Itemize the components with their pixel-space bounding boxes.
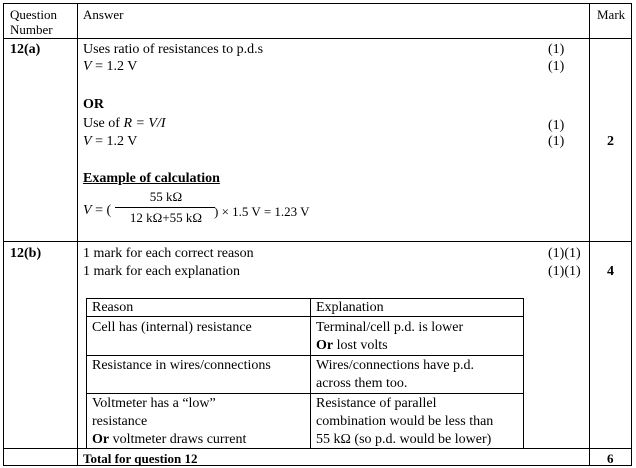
row3-explanation-line1: Resistance of parallel <box>316 396 437 411</box>
row3-reason-line3 <box>92 432 246 448</box>
mark-12a-line1: (1) <box>548 42 565 57</box>
calc-variable-v: V <box>83 203 92 218</box>
row-divider-header <box>3 38 632 39</box>
row2-reason: Resistance in wires/connections <box>92 358 271 373</box>
or-keyword: Or <box>316 338 334 353</box>
answer-12a-line1: Uses ratio of resistances to p.d.s <box>83 42 264 57</box>
answer-12b-line2: 1 mark for each explanation <box>83 264 241 279</box>
question-number-12b: 12(b) <box>10 246 42 261</box>
inner-table-row2-line <box>86 355 524 356</box>
header-question-number-line2: Number <box>10 22 53 37</box>
column-divider-1 <box>77 3 78 466</box>
calc-numerator: 55 kΩ <box>149 189 183 204</box>
question-number-12a: 12(a) <box>10 42 41 57</box>
inner-table-left <box>86 298 87 449</box>
answer-12a-line4 <box>83 134 137 150</box>
inner-table-right <box>523 298 524 449</box>
calc-equals-paren: = ( <box>91 203 112 218</box>
answer-12a-line2 <box>83 59 137 75</box>
total-label: Total for question 12 <box>83 451 198 466</box>
inner-table-middle <box>310 298 311 449</box>
row1-reason: Cell has (internal) resistance <box>92 320 252 335</box>
row2-explanation-line2: across them too. <box>316 376 408 391</box>
or-keyword: Or <box>92 432 110 447</box>
header-question-number-line1: Question <box>10 7 57 22</box>
answer-12b-line1: 1 mark for each correct reason <box>83 246 254 261</box>
mark-12a-line3: (1) <box>548 118 565 133</box>
calc-left <box>83 203 111 219</box>
calc-tail: ) × 1.5 V = 1.23 V <box>214 204 310 219</box>
total-mark-12a: 2 <box>607 134 614 149</box>
column-divider-2 <box>589 3 590 466</box>
row3-explanation-line3: 55 kΩ (so p.d. would be lower) <box>316 432 492 447</box>
row-divider-12a <box>3 241 632 242</box>
outer-border-left <box>3 3 4 466</box>
header-mark: Mark <box>597 7 626 22</box>
variable-v: V <box>83 134 92 149</box>
mark-12a-line4: (1) <box>548 134 565 149</box>
answer-12a-line2-rest: = 1.2 V <box>91 59 138 74</box>
row3-reason-line3-rest: voltmeter draws current <box>109 432 247 447</box>
row1-explanation-line2-rest: lost volts <box>333 338 388 353</box>
row3-reason-line1: Voltmeter has a “low” <box>92 396 216 411</box>
answer-12a-line3 <box>83 116 166 132</box>
mark-12b-line1: (1)(1) <box>548 246 581 261</box>
row-divider-12b <box>3 448 632 449</box>
inner-table-top <box>86 298 524 299</box>
row1-explanation-line2 <box>316 338 388 354</box>
inner-header-reason: Reason <box>92 300 134 315</box>
inner-header-explanation: Explanation <box>316 300 384 315</box>
outer-border-top <box>3 3 632 4</box>
answer-12a-line4-rest: = 1.2 V <box>91 134 138 149</box>
inner-table-row1-line <box>86 316 524 317</box>
example-heading: Example of calculation <box>83 171 220 186</box>
answer-12a-or: OR <box>83 97 104 112</box>
answer-12a-line3-prefix: Use of <box>83 116 124 131</box>
formula-r-equals-v-over-i: R = V/I <box>123 116 166 131</box>
mark-12b-line2: (1)(1) <box>548 264 581 279</box>
row3-reason-line2: resistance <box>92 414 148 429</box>
total-mark-12b: 4 <box>607 264 614 279</box>
calc-fraction-bar <box>115 207 215 208</box>
mark-12a-line2: (1) <box>548 59 565 74</box>
total-mark: 6 <box>607 451 614 466</box>
variable-v: V <box>83 59 92 74</box>
header-answer: Answer <box>83 7 124 22</box>
calc-denominator: 12 kΩ+55 kΩ <box>129 210 203 225</box>
row3-explanation-line2: combination would be less than <box>316 414 494 429</box>
outer-border-right <box>631 3 632 466</box>
row1-explanation-line1: Terminal/cell p.d. is lower <box>316 320 464 335</box>
row2-explanation-line1: Wires/connections have p.d. <box>316 358 475 373</box>
inner-table-row3-line <box>86 393 524 394</box>
